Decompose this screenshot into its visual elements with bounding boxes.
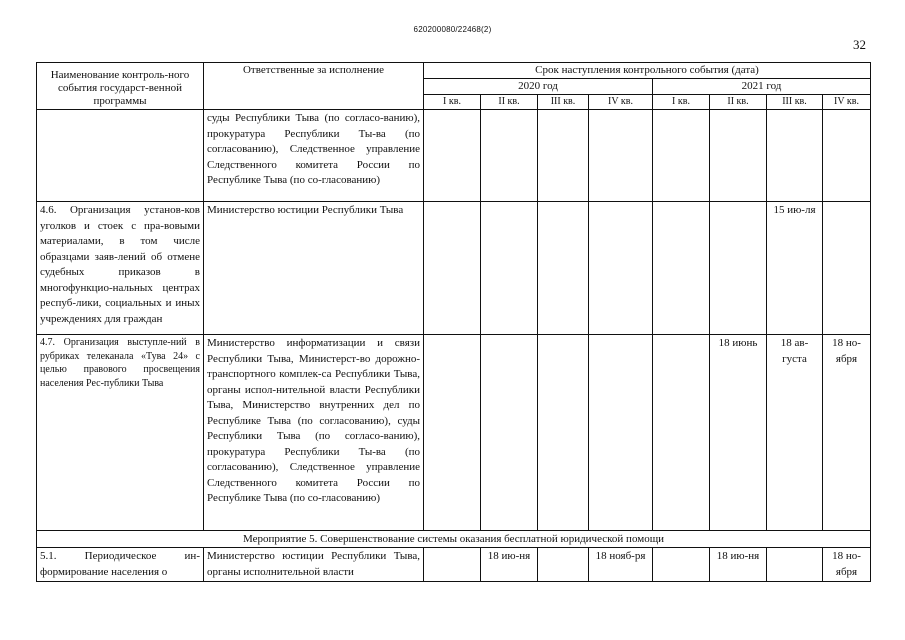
header-quarter: II кв. [710,95,767,110]
header-quarter: II кв. [481,95,538,110]
section-row [37,531,871,548]
date-cell [767,110,823,202]
date-cell [823,110,871,202]
date-cell [481,110,538,202]
responsible-cell: суды Республики Тыва (по согласо-ванию), прокуратура Республики Ты-ва (по согласованию), Следственное управление Следственного комитета России по Республике Тыва (по со-гласованию) [204,110,424,202]
date-cell [538,110,589,202]
date-cell: 18 но-ября [823,335,871,531]
date-cell [538,202,589,335]
date-cell [710,202,767,335]
header-quarter: I кв. [424,95,481,110]
header-quarter: III кв. [767,95,823,110]
date-cell [424,548,481,582]
date-cell [481,202,538,335]
header-quarter: I кв. [653,95,710,110]
date-cell [653,110,710,202]
header-year-2021: 2021 год [653,79,871,95]
event-name-cell: 5.1. Периодическое ин-формирование населения о [37,548,204,582]
control-events-table [36,62,871,582]
header-quarter: III кв. [538,95,589,110]
date-cell [538,335,589,531]
date-cell [589,335,653,531]
date-cell [538,548,589,582]
date-cell: 18 ав-густа [767,335,823,531]
date-cell: 18 ию-ня [710,548,767,582]
date-cell [424,335,481,531]
document-registration-number: 620200080/22468(2) [413,25,492,34]
header-quarter: IV кв. [823,95,871,110]
header-event-name: Наименование контроль-ного события государст-венной программы [37,63,204,110]
date-cell [823,202,871,335]
date-cell [767,548,823,582]
date-cell: 18 июнь [710,335,767,531]
responsible-cell: Министерство юстиции Республики Тыва, органы исполнительной власти [204,548,424,582]
date-cell [589,110,653,202]
date-cell [481,335,538,531]
header-responsible: Ответственные за исполнение [204,63,424,110]
table-row [37,335,871,531]
page-number: 32 [853,37,866,52]
date-cell [653,335,710,531]
date-cell [589,202,653,335]
date-cell [653,548,710,582]
date-cell [424,110,481,202]
date-cell: 18 ию-ня [481,548,538,582]
date-cell [424,202,481,335]
date-cell: 18 но-ября [823,548,871,582]
table-row [37,110,871,202]
event-name-cell: 4.6. Организация установ-ков уголков и стоек с пра-вовыми материалами, в том числе образцами заяв-лений об отмене судебных приказов в многофункцио-нальных центрах респуб-лики, социальных и иных учреждениях для граждан [37,202,204,335]
date-cell [710,110,767,202]
date-cell: 18 нояб-ря [589,548,653,582]
date-cell [653,202,710,335]
date-cell: 15 ию-ля [767,202,823,335]
event-name-cell [37,110,204,202]
header-quarter: IV кв. [589,95,653,110]
responsible-cell: Министерство информатизации и связи Республики Тыва, Министерст-во дорожно-транспортного комплек-са Республики Тыва, органы испол-нительной власти Республики Тыва, Министерство внутренних дел по Республике Тыва (по согласованию), суды Республики Тыва (по согласо-ванию), прокуратура Республики Ты-ва (по согласованию), Следственное управление Следственного комитета России по Республике Тыва (по со-гласованию) [204,335,424,531]
responsible-cell: Министерство юстиции Республики Тыва [204,202,424,335]
header-deadline: Срок наступления контрольного события (дата) [424,63,871,79]
header-year-2020: 2020 год [424,79,653,95]
event-name-cell: 4.7. Организация выступле-ний в рубриках телеканала «Тува 24» с целью правового просвещения населения Рес-публики Тыва [37,335,204,531]
table-row [37,202,871,335]
table-row [37,548,871,582]
section-title: Мероприятие 5. Совершенствование системы оказания бесплатной юридической помощи [37,531,871,548]
